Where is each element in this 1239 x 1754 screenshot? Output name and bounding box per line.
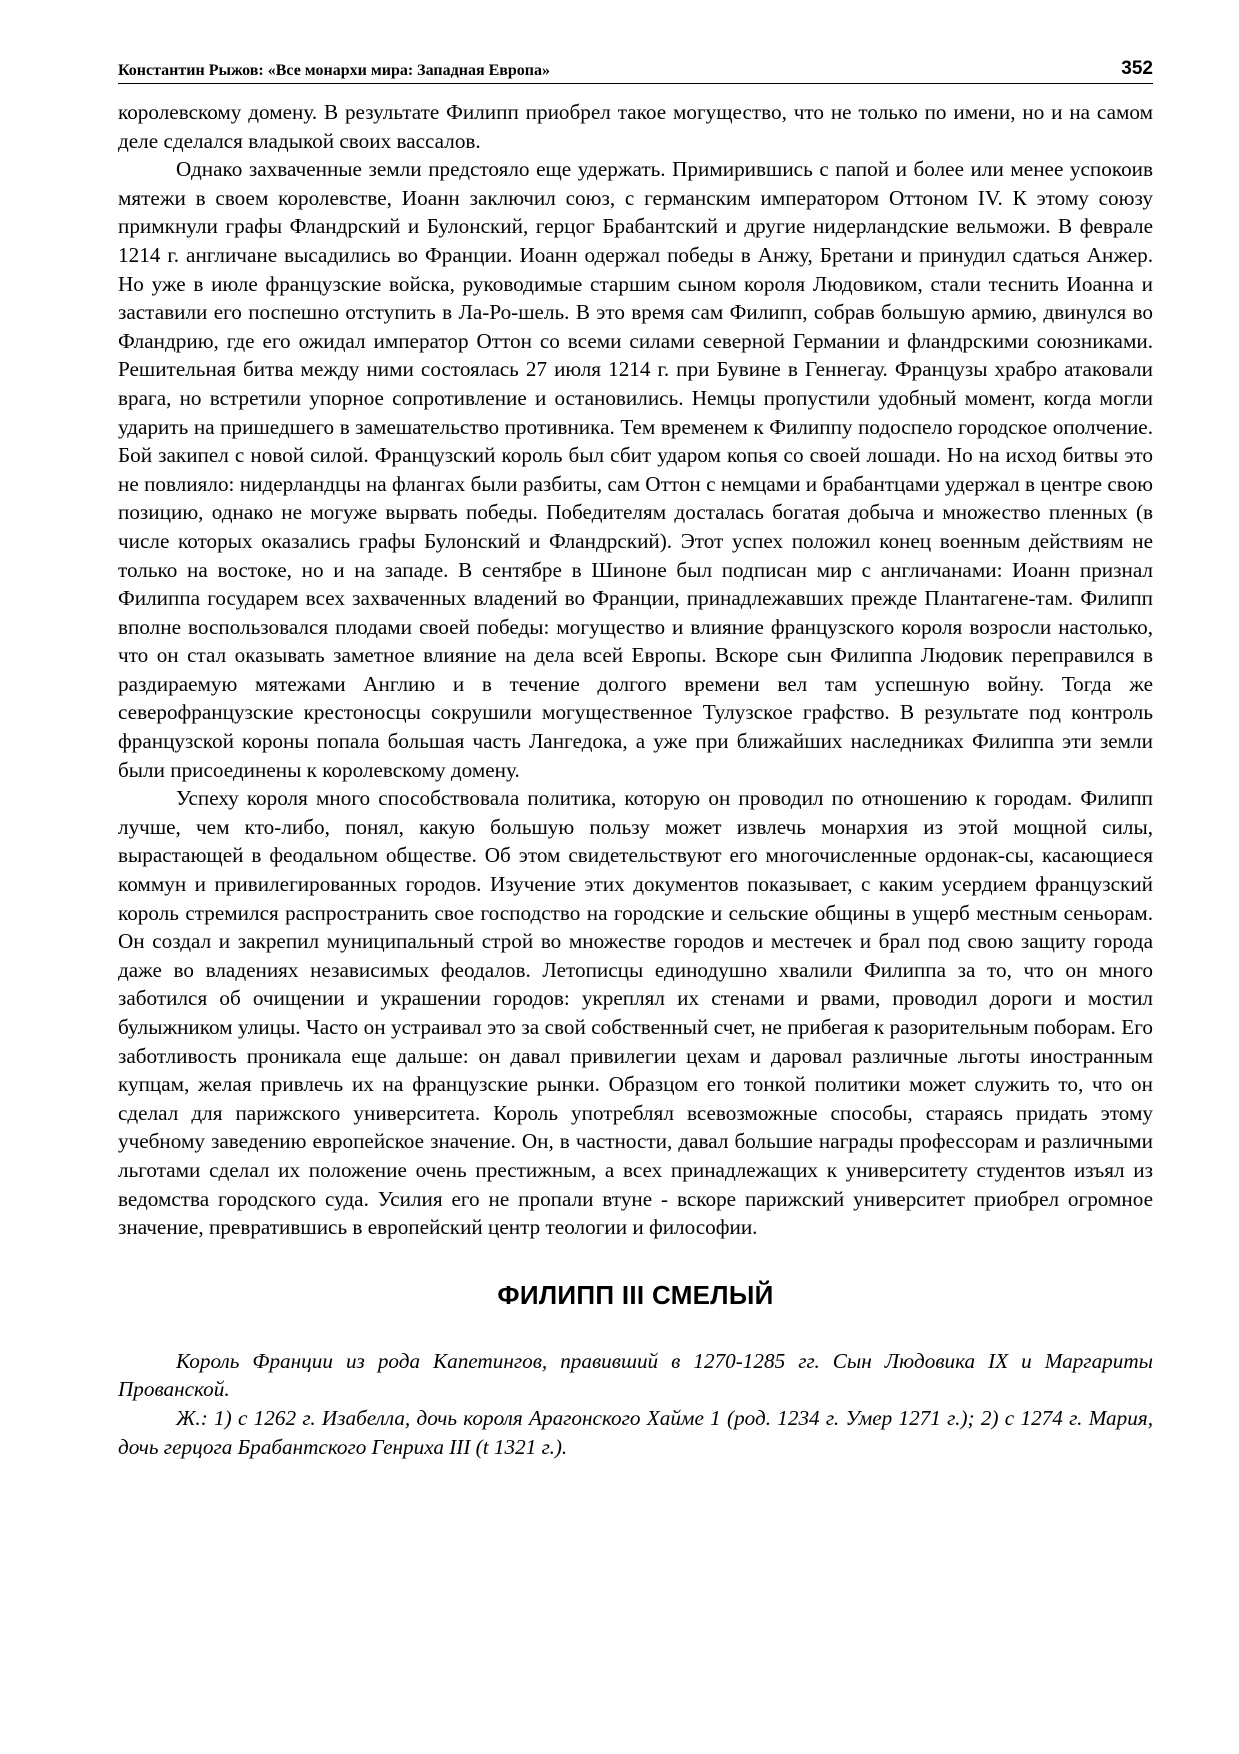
body-text <box>118 98 1153 1242</box>
paragraph-continued: королевскому домену. В результате Филипп приобрел такое могущество, что не только по имени, но и на самом деле сделался владыкой своих вассалов. <box>118 100 1153 153</box>
paragraph: Успеху короля много способствовала политика, которую он проводил по отношению к городам. Филипп лучше, чем кто-либо, понял, какую большую пользу может извлечь монархия из этой мощной силы, вырастающей в феодальном обществе. Об этом свидетельствуют его многочисленные ордонак-сы, касающиеся коммун и привилегированных городов. Изучение этих документов показывает, с каким усердием французский король стремился распространить свое господство на городские и сельские общины в ущерб местным сеньорам. Он создал и закрепил муниципальный строй во множестве городов и местечек и брал под свою защиту города даже во владениях независимых феодалов. Летописцы единодушно хвалили Филиппа за то, что он много заботился об очищении и украшении городов: укреплял их стенами и рвами, проводил дороги и мостил булыжником улицы. Часто он устраивал это за свой собственный счет, не прибегая к разорительным поборам. Его заботливость проникала еще дальше: он давал привилегии цехам и даровал различные льготы иностранным купцам, желая привлечь их на французские рынки. Образцом его тонкой политики может служить то, что он сделал для парижского университета. Король употреблял всевозможные способы, стараясь придать этому учебному заведению европейское значение. Он, в частности, давал большие награды профессорам и различными льготами сделал их положение очень престижным, а всех принадлежащих к университету студентов изъял из ведомства городского суда. Усилия его не пропали втуне - вскоре парижский университет приобрел огромное значение, превратившись в европейский центр теологии и философии. <box>118 786 1153 1240</box>
bio-line: Ж.: 1) с 1262 г. Изабелла, дочь короля Арагонского Хайме 1 (род. 1234 г. Умер 1271 г.); 2) с 1274 г. Мария, дочь герцога Брабантского Генриха III (t 1321 г.). <box>118 1405 1153 1459</box>
document-page <box>118 52 1153 1461</box>
bio-line: Король Франции из рода Капетингов, правивший в 1270-1285 гг. Сын Людовика IX и Маргариты Прованской. <box>118 1348 1153 1402</box>
running-header <box>118 52 1153 84</box>
page-number: 352 <box>1121 58 1153 79</box>
paragraph: Однако захваченные земли предстояло еще удержать. Примирившись с папой и более или менее успокоив мятежи в своем королевстве, Иоанн заключил союз, с германским императором Оттоном IV. К этому союзу примкнули графы Фландрский и Булонский, герцог Брабантский и другие нидерландские вельможи. В феврале 1214 г. англичане высадились во Франции. Иоанн одержал победы в Анжу, Бретани и принудил сдаться Анжер. Но уже в июле французские войска, руководимые старшим сыном короля Людовиком, стали теснить Иоанна и заставили его поспешно отступить в Ла-Ро-шель. В это время сам Филипп, собрав большую армию, двинулся во Фландрию, где его ожидал император Оттон со всеми силами северной Германии и фландрскими союзниками. Решительная битва между ними состоялась 27 июля 1214 г. при Бувине в Геннегау. Французы храбро атаковали врага, но встретили упорное сопротивление и остановились. Немцы пропустили удобный момент, когда могли ударить на пришедшего в замешательство противника. Тем временем к Филиппу подоспело городское ополчение. Бой закипел с новой силой. Французский король был сбит ударом копья со своей лошади. Но на исход битвы это не повлияло: нидерландцы на флангах были разбиты, сам Оттон с немцами и брабантцами удержал в центре свою позицию, однако не могуже вырвать победы. Победителям досталась богатая добыча и множество пленных (в числе которых оказались графы Булонский и Фландрский). Этот успех положил конец военным действиям не только на востоке, но и на западе. В сентябре в Шиноне был подписан мир с англичанами: Иоанн признал Филиппа государем всех захваченных владений во Франции, принадлежавших прежде Плантагене-там. Филипп вполне воспользовался плодами своей победы: могущество и влияние французского короля возросли настолько, что он стал оказывать заметное влияние на дела всей Европы. Вскоре сын Филиппа Людовик переправился в раздираемую мятежами Англию и в течение долгого времени вел там успешную войну. Тогда же северофранцузские крестоносцы сокрушили могущественное Тулузское графство. В результате под контроль французской короны попала большая часть Лангедока, а уже при ближайших наследниках Филиппа эти земли были присоединены к королевскому домену. <box>118 157 1153 782</box>
section-heading: ФИЛИПП III СМЕЛЫЙ <box>497 1279 774 1310</box>
biography-summary <box>118 1347 1153 1461</box>
book-title: Константин Рыжов: «Все монархи мира: Западная Европа» <box>118 62 551 79</box>
